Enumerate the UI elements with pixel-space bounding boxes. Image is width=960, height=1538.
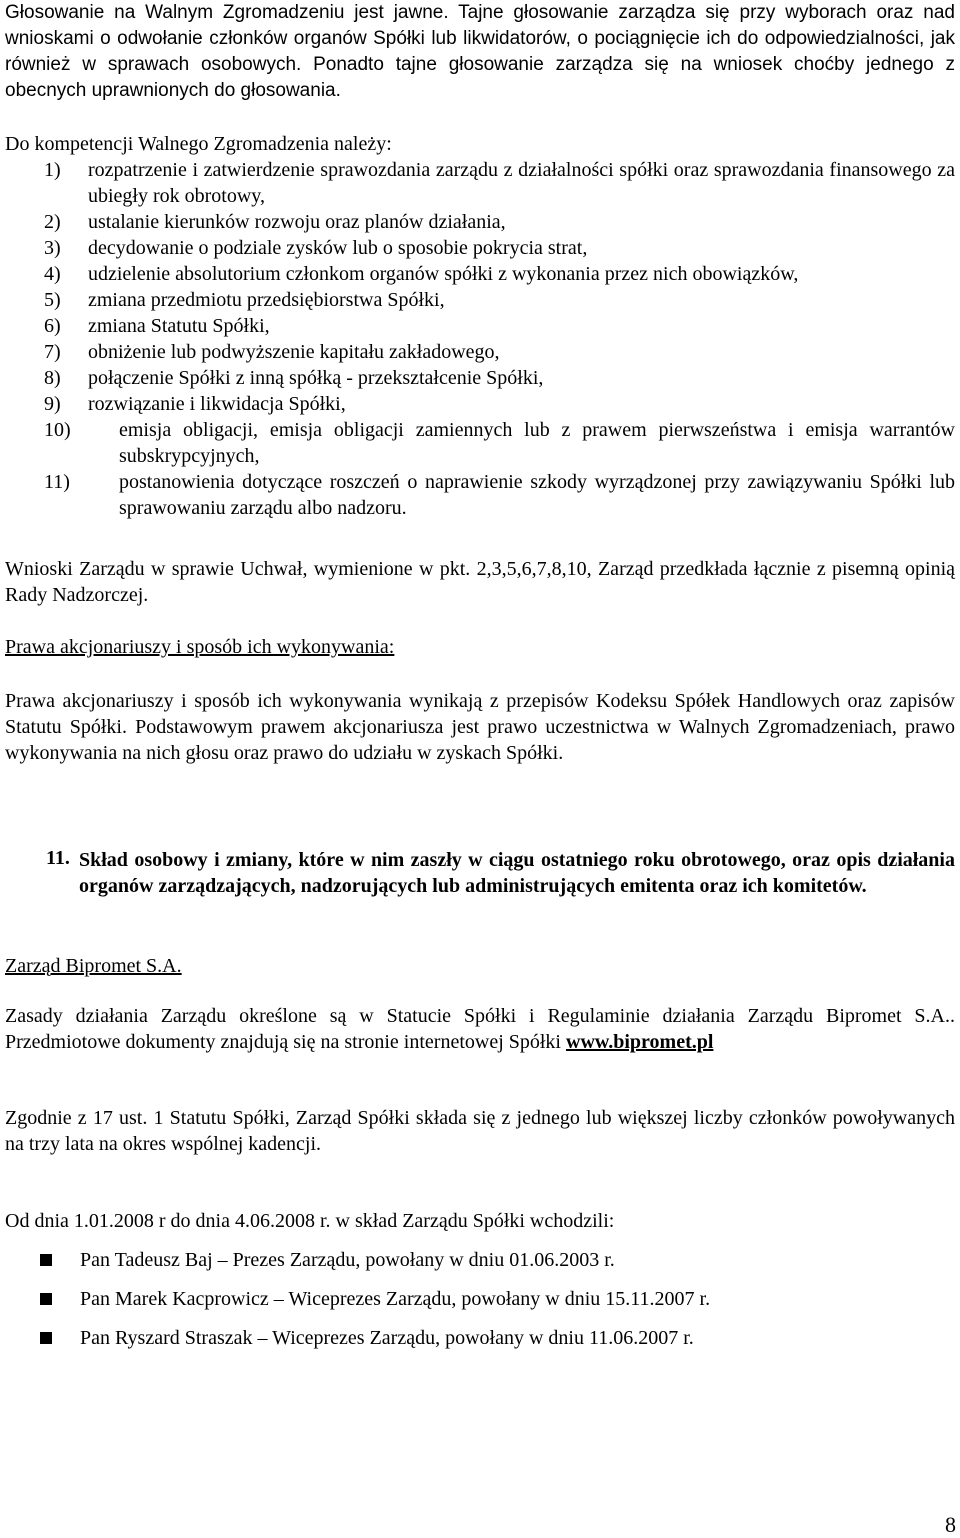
competency-number: 1) bbox=[44, 159, 61, 181]
rights-heading bbox=[5, 634, 955, 660]
competency-number: 8) bbox=[44, 367, 61, 389]
board-member-item bbox=[40, 1247, 955, 1273]
competency-text: udzielenie absolutorium członkom organów spółki z wykonania przez nich obowiązków, bbox=[88, 263, 799, 285]
website-link[interactable]: www.bipromet.pl bbox=[566, 1031, 714, 1053]
competency-text: połączenie Spółki z inną spółką - przekształcenie Spółki, bbox=[88, 367, 544, 389]
competency-number: 2) bbox=[44, 211, 61, 233]
rights-heading-text: Prawa akcjonariuszy i sposób ich wykonywania: bbox=[5, 636, 395, 658]
competency-item bbox=[44, 469, 955, 521]
competency-text: rozpatrzenie i zatwierdzenie sprawozdania zarządu z działalności spółki oraz sprawozdania finansowego za ubiegły rok obrotowy, bbox=[88, 159, 955, 207]
competency-text: zmiana przedmiotu przedsiębiorstwa Spółki, bbox=[88, 289, 445, 311]
competency-item bbox=[44, 313, 955, 339]
competency-item bbox=[44, 287, 955, 313]
competency-text: postanowienia dotyczące roszczeń o naprawienie szkody wyrządzonej przy zawiązywaniu Spółki lub sprawowaniu zarządu albo nadzoru. bbox=[119, 471, 955, 519]
competency-number: 7) bbox=[44, 341, 61, 363]
competency-item bbox=[44, 235, 955, 261]
competency-number: 10) bbox=[44, 419, 71, 441]
competency-item bbox=[44, 261, 955, 287]
competency-item bbox=[44, 365, 955, 391]
competency-item bbox=[44, 339, 955, 365]
competency-text: decydowanie o podziale zysków lub o sposobie pokrycia strat, bbox=[88, 237, 588, 259]
square-bullet-icon bbox=[40, 1293, 52, 1305]
competencies-list bbox=[44, 157, 955, 521]
competency-item bbox=[44, 209, 955, 235]
section-number: 11. bbox=[46, 847, 70, 869]
board-composition-paragraph: Zgodnie z 17 ust. 1 Statutu Spółki, Zarząd Spółki składa się z jednego lub większej liczby członków powoływanych na trzy lata na okres wspólnej kadencji. bbox=[5, 1107, 955, 1155]
competency-number: 9) bbox=[44, 393, 61, 415]
competency-text: zmiana Statutu Spółki, bbox=[88, 315, 270, 337]
board-member-text: Pan Tadeusz Baj – Prezes Zarządu, powołany w dniu 01.06.2003 r. bbox=[80, 1249, 615, 1271]
competency-item bbox=[44, 391, 955, 417]
competency-text: ustalanie kierunków rozwoju oraz planów działania, bbox=[88, 211, 506, 233]
competency-text: emisja obligacji, emisja obligacji zamiennych lub z prawem pierwszeństwa i emisja warrantów subskrypcyjnych, bbox=[119, 419, 955, 467]
page-number: 8 bbox=[945, 1512, 956, 1537]
board-rules-paragraph bbox=[5, 1003, 955, 1055]
competencies-intro: Do kompetencji Walnego Zgromadzenia należy: bbox=[5, 133, 392, 155]
board-member-text: Pan Marek Kacprowicz – Wiceprezes Zarządu, powołany w dniu 15.11.2007 r. bbox=[80, 1288, 711, 1310]
square-bullet-icon bbox=[40, 1254, 52, 1266]
voting-paragraph: Głosowanie na Walnym Zgromadzeniu jest jawne. Tajne głosowanie zarządza się przy wyborach oraz nad wnioskami o odwołanie członków organów Spółki lub likwidatorów, o pociągnięcie ich do odpowiedzialności, jak również w sprawach osobowych. Ponadto tajne głosowanie zarządza się na wniosek choćby jednego z obecnych uprawnionych do głosowania. bbox=[5, 2, 955, 101]
rights-paragraph: Prawa akcjonariuszy i sposób ich wykonywania wynikają z przepisów Kodeksu Spółek Handlowych oraz zapisów Statutu Spółki. Podstawowym prawem akcjonariusza jest prawo uczestnictwa w Walnych Zgromadzeniach, prawo wykonywania na nich głosu oraz prawo do udziału w zyskach Spółki. bbox=[5, 690, 955, 764]
board-member-item bbox=[40, 1325, 955, 1351]
competency-number: 3) bbox=[44, 237, 61, 259]
board-rules-text: Zasady działania Zarządu określone są w Statucie Spółki i Regulaminie działania Zarządu Bipromet S.A.. Przedmiotowe dokumenty znajdują się na stronie internetowej Spółki bbox=[5, 1005, 955, 1053]
competency-number: 4) bbox=[44, 263, 61, 285]
competency-number: 5) bbox=[44, 289, 61, 311]
competency-item bbox=[44, 417, 955, 469]
competency-item bbox=[44, 157, 955, 209]
competencies-section bbox=[5, 131, 955, 521]
board-heading bbox=[5, 953, 955, 979]
board-period-line: Od dnia 1.01.2008 r do dnia 4.06.2008 r. w skład Zarządu Spółki wchodzili: bbox=[5, 1210, 615, 1232]
competency-text: rozwiązanie i likwidacja Spółki, bbox=[88, 393, 346, 415]
board-heading-text: Zarząd Bipromet S.A. bbox=[5, 955, 182, 977]
section-title: Skład osobowy i zmiany, które w nim zaszły w ciągu ostatniego roku obrotowego, oraz opis działania organów zarządzających, nadzorujących lub administrujących emitenta oraz ich komitetów. bbox=[79, 849, 955, 897]
competency-text: obniżenie lub podwyższenie kapitału zakładowego, bbox=[88, 341, 500, 363]
competency-number: 11) bbox=[44, 471, 70, 493]
board-member-item bbox=[40, 1286, 955, 1312]
competency-number: 6) bbox=[44, 315, 61, 337]
square-bullet-icon bbox=[40, 1332, 52, 1344]
motions-paragraph: Wnioski Zarządu w sprawie Uchwał, wymienione w pkt. 2,3,5,6,7,8,10, Zarząd przedkłada łącznie z pisemną opinią Rady Nadzorczej. bbox=[5, 558, 955, 606]
board-member-text: Pan Ryszard Straszak – Wiceprezes Zarządu, powołany w dniu 11.06.2007 r. bbox=[80, 1327, 694, 1349]
